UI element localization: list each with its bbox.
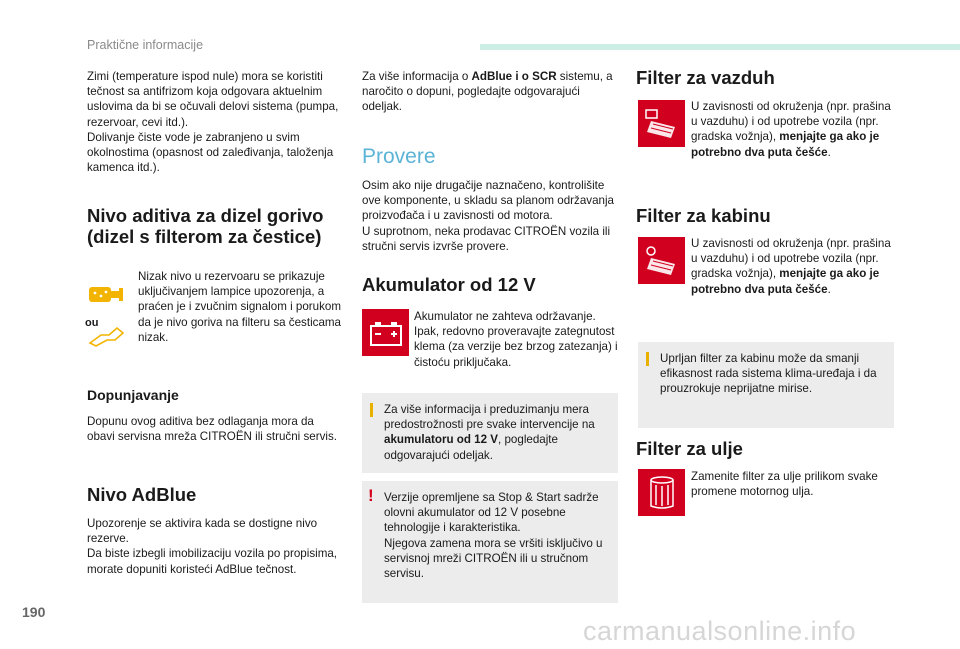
cabin-filter-description [691,236,891,297]
adblue-more-text-bold: AdBlue i o SCR [471,70,557,83]
refill-text: Dopunu ovog aditiva bez odlaganja mora da obavi servisna mreža CITROËN ili stručni servis. [87,415,337,444]
checks-section-title: Provere [362,145,436,168]
checks-text-1: Osim ako nije drugačije naznačeno, kontrolišite ove komponente, u skladu sa planom održavanja proizvođača i u zavisnosti od motora. [362,179,614,223]
adblue-more-text-a: Za više informacija o [362,70,472,83]
battery-warning-text [384,490,606,581]
water-warning-text: Dolivanje čiste vode je zabranjeno u svim okolnostima (opasnost od zaleđivanja, taloženja kamenca itd.). [87,130,334,175]
adblue-more-info [362,69,618,115]
page-header-title: Praktične informacije [87,38,204,52]
refill-heading: Dopunjavanje [87,387,179,403]
cabin-filter-icon-wrap [638,237,685,284]
cabin-filter-icon [638,237,685,284]
oil-filter-description: Zamenite filter za ulje prilikom svake promene motornog ulja. [691,470,878,499]
battery-description: Akumulator ne zahteva održavanje. Ipak, redovno proveravajte zategnutost klema (za verzije bez brzog zatezanja) i čistoću priključaka. [414,310,618,369]
replacement-text: Njegova zamena mora se vršiti isključivo u servisnoj mreži CITROËN ili u stručnom servisu. [384,536,603,581]
battery-icon [362,309,409,356]
air-filter-description [691,99,891,160]
antifreeze-paragraph [87,69,342,175]
fuel-filter-icon [87,325,127,347]
battery-info-text-a: Za više informacija i preduzimanju mera predostrožnosti pre svake intervencije na [384,403,595,432]
air-filter-icon-wrap [638,100,685,147]
additive-warning-icon [87,282,127,307]
air-filter-heading: Filter za vazduh [636,67,775,88]
cabin-filter-text-a: U zavisnosti od okruženja (npr. prašina u vazduhu) i od upotrebe vozila (npr. gradska vožnja), [691,237,891,281]
cabin-filter-info-text: Uprljan filter za kabinu može da smanji efikasnost rada sistema klima-uređaja i da prouzrokuje neprijatne mirise. [660,352,877,396]
battery-info-text-bold: akumulatoru od 12 V [384,433,499,447]
cabin-filter-text-bold: menjajte ga ako je potrebno dva puta češće [691,267,880,296]
header-accent-bar [480,44,960,50]
checks-paragraph [362,178,618,254]
adblue-reserve-text: Upozorenje se aktivira kada se dostigne nivo rezerve. [87,517,318,546]
battery-heading: Akumulator od 12 V [362,274,536,295]
battery-icon-wrap [362,309,409,356]
or-label: ou [85,317,99,329]
cabin-filter-info-box [638,342,894,428]
battery-info-box [362,393,618,473]
oil-filter-heading: Filter za ulje [636,438,743,459]
adblue-more-text-c: sistemu, a naročito o dopuni, pogledajte odgovarajući odeljak. [362,70,613,114]
adblue-heading: Nivo AdBlue [87,484,197,505]
cabin-filter-heading: Filter za kabinu [636,205,771,226]
watermark: carmanualsonline.info [583,616,857,646]
battery-info-text-c: , pogledajte odgovarajući odeljak. [384,433,558,462]
info-marker-icon [646,352,649,366]
battery-warning-box [362,481,618,603]
info-marker-icon [370,403,373,417]
oil-filter-icon-wrap [638,469,685,516]
adblue-refill-text: Da biste izbegli imobilizaciju vozila po propisima, morate dopuniti koristeći AdBlue tečnost. [87,547,338,576]
page-number: 190 [22,604,46,620]
air-filter-text-a: U zavisnosti od okruženja (npr. prašina u vazduhu) i od upotrebe vozila (npr. gradska vožnja), [691,100,891,144]
air-filter-text-bold: menjajte ga ako je potrebno dva puta češće [691,130,880,159]
air-filter-text-c: . [827,145,831,159]
stop-start-text: Verzije opremljene sa Stop & Start sadrže olovni akumulator od 12 V posebne tehnologije i karakteristika. [384,491,599,535]
checks-text-2: U suprotnom, neka prodavac CITROËN vozila ili stručni servis izvrše provere. [362,224,611,253]
additive-description: Nizak nivo u rezervoaru se prikazuje uključivanjem lampice upozorenja, a praćen je i zvučnim signalom i porukom da je nivo goriva na filteru sa česticama nizak. [138,270,341,344]
air-filter-icon [638,100,685,147]
battery-info-text [384,402,606,463]
oil-filter-icon [638,469,685,516]
cabin-filter-text-c: . [827,282,831,296]
antifreeze-text: Zimi (temperature ispod nule) mora se koristiti tečnost sa antifrizom koja odgovara aktuelnim uslovima da bi se očuvali delovi sistema (pumpa, rezervoar, cevi itd.). [87,70,339,129]
additive-heading: Nivo aditiva za dizel gorivo (dizel s filterom za čestice) [87,205,324,247]
adblue-paragraph [87,516,342,577]
exclamation-icon: ! [368,486,374,505]
